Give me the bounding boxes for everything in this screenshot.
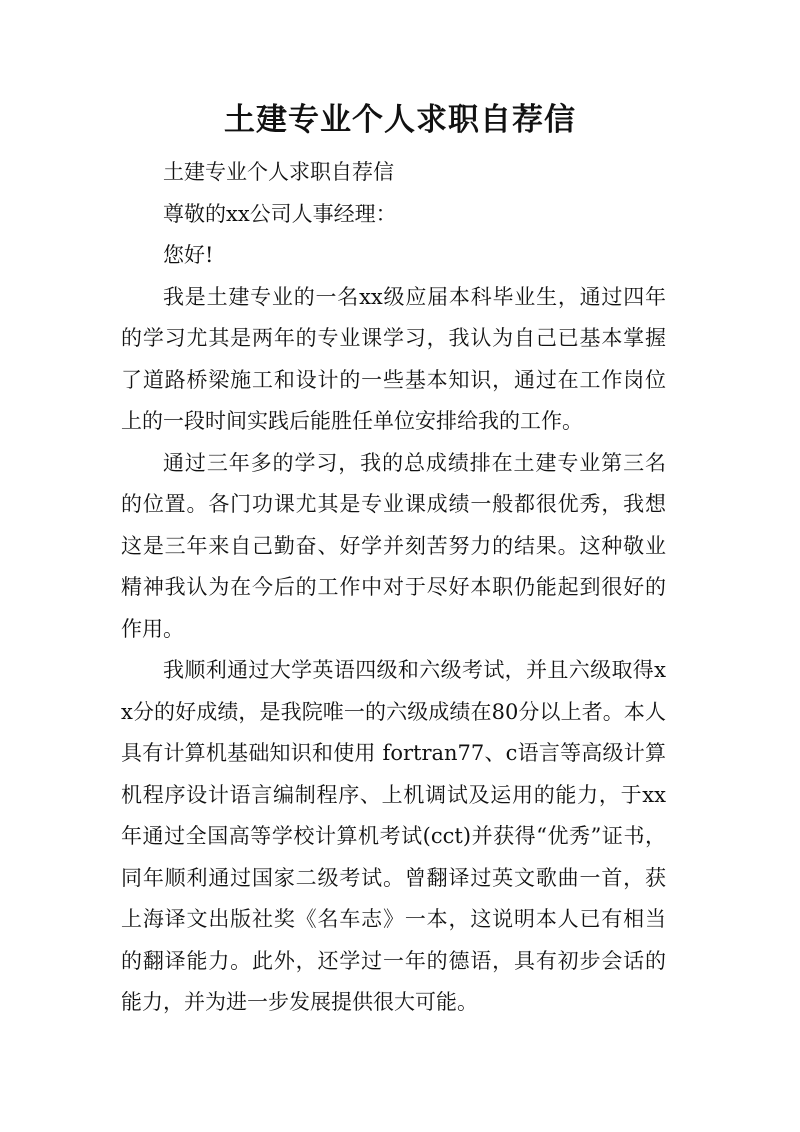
paragraph-academic-record: 通过三年多的学习，我的总成绩排在土建专业第三名的位置。各门功课尤其是专业课成绩一般都很优秀，我想这是三年来自己勤奋、好学并刻苦努力的结果。这种敬业精神我认为在今后的工作中对于尽好本职仍能起到很好的作用。 bbox=[121, 450, 666, 641]
letter-heading-line: 土建专业个人求职自荐信 bbox=[163, 160, 394, 184]
paragraph-introduction: 我是土建专业的一名xx级应届本科毕业生，通过四年的学习尤其是两年的专业课学习，我认为自己已基本掌握了道路桥梁施工和设计的一些基本知识，通过在工作岗位上的一段时间实践后能胜任单位安排给我的工作。 bbox=[121, 284, 666, 433]
greeting: 您好! bbox=[163, 243, 214, 267]
letter-body bbox=[121, 152, 666, 1024]
document-title: 土建专业个人求职自荐信 bbox=[224, 102, 576, 138]
salutation: 尊敬的xx公司人事经理： bbox=[163, 201, 397, 226]
paragraph-skills: 我顺利通过大学英语四级和六级考试，并且六级取得xx分的好成绩，是我院唯一的六级成绩在80分以上者。本人具有计算机基础知识和使用 fortran77、c语言等高级计算机程序设计语言编制程序、上机调试及运用的能力，于xx年通过全国高等学校计算机考试(cct)并获得“优秀”证书，同年顺利通过国家二级考试。曾翻译过英文歌曲一首，获上海译文出版社奖《名车志》一本，这说明本人已有相当的翻译能力。此外，还学过一年的德语，具有初步会话的能力，并为进一步发展提供很大可能。 bbox=[121, 658, 666, 1014]
